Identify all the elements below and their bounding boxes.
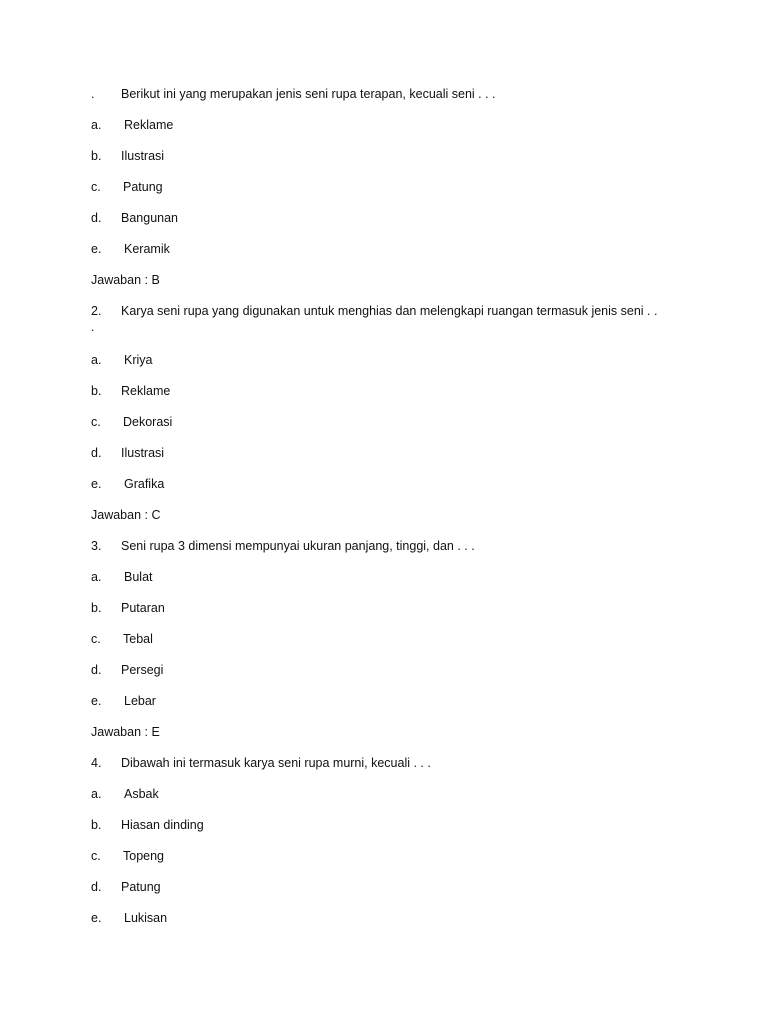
option-1d xyxy=(91,210,178,226)
answer-2: Jawaban : C xyxy=(91,508,161,522)
option-text: Patung xyxy=(121,880,161,894)
option-4a xyxy=(91,786,159,802)
question-text: Karya seni rupa yang digunakan untuk menghias dan melengkapi ruangan termasuk jenis seni . . xyxy=(121,304,658,318)
option-letter: d. xyxy=(91,880,102,894)
option-letter: a. xyxy=(91,570,102,584)
option-letter: b. xyxy=(91,384,102,398)
option-2a xyxy=(91,352,152,368)
option-2e xyxy=(91,476,164,492)
question-1 xyxy=(91,86,496,102)
option-1c xyxy=(91,179,163,195)
option-4e xyxy=(91,910,167,926)
option-letter: e. xyxy=(91,911,102,925)
option-4d xyxy=(91,879,161,895)
option-3d xyxy=(91,662,163,678)
option-text: Dekorasi xyxy=(123,415,173,429)
question-2 xyxy=(91,303,657,319)
option-text: Reklame xyxy=(124,118,174,132)
option-text: Reklame xyxy=(121,384,171,398)
question-text: Dibawah ini termasuk karya seni rupa murni, kecuali . . . xyxy=(121,756,431,770)
question-text: Seni rupa 3 dimensi mempunyai ukuran panjang, tinggi, dan . . . xyxy=(121,539,475,553)
option-text: Grafika xyxy=(124,477,165,491)
question-number: . xyxy=(91,87,95,101)
option-text: Patung xyxy=(123,180,163,194)
option-letter: b. xyxy=(91,149,102,163)
option-text: Ilustrasi xyxy=(121,446,165,460)
option-letter: d. xyxy=(91,446,102,460)
option-letter: e. xyxy=(91,242,102,256)
option-text: Tebal xyxy=(123,632,153,646)
option-text: Hiasan dinding xyxy=(121,818,204,832)
option-letter: a. xyxy=(91,353,102,367)
question-4 xyxy=(91,755,431,771)
option-text: Bangunan xyxy=(121,211,179,225)
question-number: 4. xyxy=(91,756,102,770)
option-letter: a. xyxy=(91,787,102,801)
option-1b xyxy=(91,148,164,164)
option-letter: c. xyxy=(91,415,101,429)
option-text: Topeng xyxy=(123,849,165,863)
option-text: Lukisan xyxy=(124,911,168,925)
option-text: Ilustrasi xyxy=(121,149,165,163)
question-number: 3. xyxy=(91,539,102,553)
option-3b xyxy=(91,600,165,616)
option-letter: b. xyxy=(91,601,102,615)
question-3 xyxy=(91,538,475,554)
option-letter: d. xyxy=(91,211,102,225)
option-text: Bulat xyxy=(124,570,153,584)
question-number: 2. xyxy=(91,304,102,318)
answer-1: Jawaban : B xyxy=(91,273,160,287)
option-letter: c. xyxy=(91,632,101,646)
answer-3: Jawaban : E xyxy=(91,725,160,739)
option-letter: e. xyxy=(91,694,102,708)
option-1a xyxy=(91,117,173,133)
option-4c xyxy=(91,848,164,864)
option-letter: a. xyxy=(91,118,102,132)
option-letter: c. xyxy=(91,849,101,863)
option-text: Kriya xyxy=(124,353,153,367)
option-3e xyxy=(91,693,156,709)
option-2d xyxy=(91,445,164,461)
question-text: Berikut ini yang merupakan jenis seni rupa terapan, kecuali seni . . . xyxy=(121,87,496,101)
option-2b xyxy=(91,383,170,399)
option-letter: e. xyxy=(91,477,102,491)
option-3a xyxy=(91,569,153,585)
option-text: Asbak xyxy=(124,787,159,801)
option-letter: d. xyxy=(91,663,102,677)
option-letter: c. xyxy=(91,180,101,194)
question-text-continuation: . xyxy=(91,320,95,334)
option-1e xyxy=(91,241,170,257)
option-text: Putaran xyxy=(121,601,165,615)
option-text: Lebar xyxy=(124,694,156,708)
option-4b xyxy=(91,817,204,833)
option-3c xyxy=(91,631,153,647)
option-letter: b. xyxy=(91,818,102,832)
option-2c xyxy=(91,414,172,430)
option-text: Persegi xyxy=(121,663,164,677)
option-text: Keramik xyxy=(124,242,170,256)
